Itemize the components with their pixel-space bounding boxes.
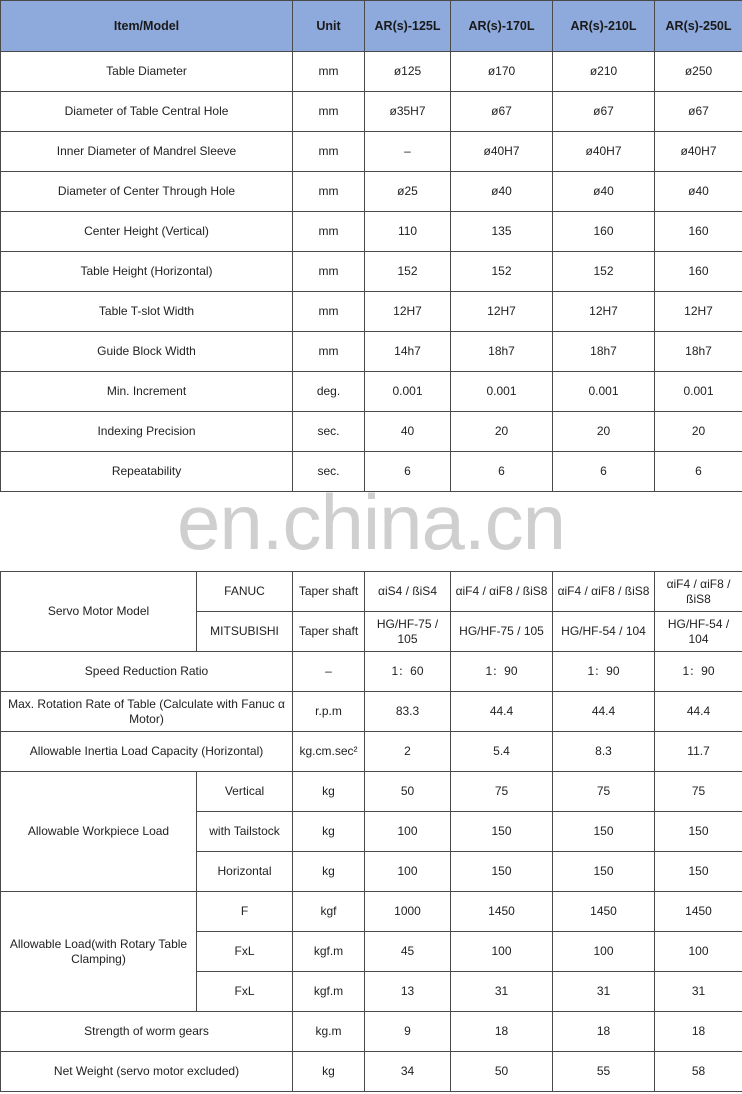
row-label: Table Height (Horizontal) — [1, 252, 293, 292]
row-unit: sec. — [293, 412, 365, 452]
row-unit: mm — [293, 332, 365, 372]
table-row — [1, 132, 742, 172]
row-value: 75 — [451, 772, 553, 812]
row-value: 150 — [553, 852, 655, 892]
row-value: 12H7 — [365, 292, 451, 332]
row-value: 1：60 — [365, 652, 451, 692]
table-row — [1, 52, 742, 92]
row-value: 1450 — [655, 892, 742, 932]
row-value: 150 — [655, 852, 742, 892]
header-unit: Unit — [293, 1, 365, 52]
header-model: AR(s)-125L — [365, 1, 451, 52]
row-value: 14h7 — [365, 332, 451, 372]
row-value: 6 — [655, 452, 742, 492]
row-value: 50 — [451, 1052, 553, 1092]
row-value: 1450 — [553, 892, 655, 932]
row-value: 100 — [451, 932, 553, 972]
table-row — [1, 692, 742, 732]
row-unit: kgf — [293, 892, 365, 932]
row-value: 152 — [451, 252, 553, 292]
row-value: 1：90 — [451, 652, 553, 692]
row-value: 18 — [451, 1012, 553, 1052]
table-row — [1, 372, 742, 412]
row-value: 12H7 — [655, 292, 742, 332]
row-label: Min. Increment — [1, 372, 293, 412]
row-value: 20 — [553, 412, 655, 452]
row-label: Table T-slot Width — [1, 292, 293, 332]
row-label: Diameter of Center Through Hole — [1, 172, 293, 212]
row-value: 1000 — [365, 892, 451, 932]
sub-label: Vertical — [197, 772, 293, 812]
row-unit: – — [293, 652, 365, 692]
row-value: 31 — [451, 972, 553, 1012]
row-value: 9 — [365, 1012, 451, 1052]
sub-label: MITSUBISHI — [197, 612, 293, 652]
row-label: Guide Block Width — [1, 332, 293, 372]
row-value: 11.7 — [655, 732, 742, 772]
row-unit: kg — [293, 1052, 365, 1092]
row-value: ø40H7 — [553, 132, 655, 172]
row-value: 31 — [655, 972, 742, 1012]
header-model: AR(s)-210L — [553, 1, 655, 52]
row-label: Inner Diameter of Mandrel Sleeve — [1, 132, 293, 172]
row-value: 34 — [365, 1052, 451, 1092]
spacer-row — [1, 492, 742, 572]
row-value: 0.001 — [553, 372, 655, 412]
row-unit: kg — [293, 812, 365, 852]
table-row — [1, 572, 742, 612]
row-unit: r.p.m — [293, 692, 365, 732]
row-value: ø35H7 — [365, 92, 451, 132]
row-value: 58 — [655, 1052, 742, 1092]
header-row — [1, 1, 742, 52]
row-unit: mm — [293, 92, 365, 132]
row-value: ø25 — [365, 172, 451, 212]
header-model: AR(s)-250L — [655, 1, 742, 52]
row-value: 150 — [655, 812, 742, 852]
row-value: 1450 — [451, 892, 553, 932]
header-model: AR(s)-170L — [451, 1, 553, 52]
row-value: 5.4 — [451, 732, 553, 772]
table-row — [1, 652, 742, 692]
table-row — [1, 732, 742, 772]
row-value: 44.4 — [553, 692, 655, 732]
row-unit: kg.m — [293, 1012, 365, 1052]
row-value: ø125 — [365, 52, 451, 92]
row-value: 150 — [451, 852, 553, 892]
group-label: Servo Motor Model — [1, 572, 197, 652]
row-label: Diameter of Table Central Hole — [1, 92, 293, 132]
spacer-cell — [1, 492, 742, 572]
row-value: 12H7 — [553, 292, 655, 332]
sub-label: Horizontal — [197, 852, 293, 892]
row-value: 75 — [655, 772, 742, 812]
row-value: 20 — [655, 412, 742, 452]
row-value: ø250 — [655, 52, 742, 92]
table-row — [1, 772, 742, 812]
row-value: 44.4 — [655, 692, 742, 732]
row-value: HG/HF-75 / 105 — [451, 612, 553, 652]
row-value: 44.4 — [451, 692, 553, 732]
table-row — [1, 1012, 742, 1052]
table-row — [1, 252, 742, 292]
table-row — [1, 92, 742, 132]
table-row — [1, 1052, 742, 1092]
row-label: Max. Rotation Rate of Table (Calculate with Fanuc α Motor) — [1, 692, 293, 732]
row-unit: kgf.m — [293, 932, 365, 972]
row-label: Allowable Inertia Load Capacity (Horizontal) — [1, 732, 293, 772]
row-value: 12H7 — [451, 292, 553, 332]
row-label: Repeatability — [1, 452, 293, 492]
row-value: 8.3 — [553, 732, 655, 772]
row-value: αiF4 / αiF8 / ßiS8 — [655, 572, 742, 612]
sub-label: with Tailstock — [197, 812, 293, 852]
header-item: Item/Model — [1, 1, 293, 52]
row-label: Net Weight (servo motor excluded) — [1, 1052, 293, 1092]
row-value: ø40 — [553, 172, 655, 212]
sub-label: FxL — [197, 972, 293, 1012]
row-unit: mm — [293, 292, 365, 332]
sub-label: F — [197, 892, 293, 932]
row-value: 45 — [365, 932, 451, 972]
row-value: 75 — [553, 772, 655, 812]
row-value: ø210 — [553, 52, 655, 92]
row-value: 2 — [365, 732, 451, 772]
row-label: Table Diameter — [1, 52, 293, 92]
row-value: HG/HF-54 / 104 — [655, 612, 742, 652]
row-unit: mm — [293, 52, 365, 92]
row-value: HG/HF-54 / 104 — [553, 612, 655, 652]
table-row — [1, 172, 742, 212]
table-row — [1, 212, 742, 252]
row-value: 152 — [553, 252, 655, 292]
row-unit: mm — [293, 172, 365, 212]
row-unit: deg. — [293, 372, 365, 412]
row-value: – — [365, 132, 451, 172]
row-value: 20 — [451, 412, 553, 452]
row-unit: kg — [293, 852, 365, 892]
row-value: 18 — [553, 1012, 655, 1052]
row-value: HG/HF-75 / 105 — [365, 612, 451, 652]
row-value: ø67 — [655, 92, 742, 132]
row-unit: sec. — [293, 452, 365, 492]
row-value: 83.3 — [365, 692, 451, 732]
watermark-text: en.china.cn — [177, 478, 565, 566]
row-value: 6 — [553, 452, 655, 492]
row-label: Speed Reduction Ratio — [1, 652, 293, 692]
row-value: 50 — [365, 772, 451, 812]
row-value: 31 — [553, 972, 655, 1012]
row-value: ø40 — [451, 172, 553, 212]
row-value: 150 — [451, 812, 553, 852]
row-value: 100 — [365, 812, 451, 852]
row-unit: mm — [293, 252, 365, 292]
row-unit: kg — [293, 772, 365, 812]
row-value: 100 — [365, 852, 451, 892]
row-unit: kgf.m — [293, 972, 365, 1012]
row-value: 1：90 — [655, 652, 742, 692]
row-value: ø40 — [655, 172, 742, 212]
row-value: 40 — [365, 412, 451, 452]
row-label: Indexing Precision — [1, 412, 293, 452]
row-value: 13 — [365, 972, 451, 1012]
row-value: 160 — [655, 252, 742, 292]
row-value: 110 — [365, 212, 451, 252]
row-value: 18h7 — [451, 332, 553, 372]
row-value: αiF4 / αiF8 / ßiS8 — [451, 572, 553, 612]
row-value: 55 — [553, 1052, 655, 1092]
row-unit: mm — [293, 132, 365, 172]
row-value: αiS4 / ßiS4 — [365, 572, 451, 612]
row-value: 18h7 — [655, 332, 742, 372]
group-label: Allowable Load(with Rotary Table Clamping) — [1, 892, 197, 1012]
row-value: 0.001 — [655, 372, 742, 412]
row-value: 160 — [553, 212, 655, 252]
table-row — [1, 412, 742, 452]
row-value: 6 — [451, 452, 553, 492]
row-value: 0.001 — [451, 372, 553, 412]
row-unit: kg.cm.sec² — [293, 732, 365, 772]
row-value: 135 — [451, 212, 553, 252]
group-label: Allowable Workpiece Load — [1, 772, 197, 892]
row-value: 100 — [655, 932, 742, 972]
row-value: 1：90 — [553, 652, 655, 692]
row-value: 150 — [553, 812, 655, 852]
row-unit: mm — [293, 212, 365, 252]
table-row — [1, 332, 742, 372]
row-value: 0.001 — [365, 372, 451, 412]
row-value: ø67 — [451, 92, 553, 132]
row-value: 18h7 — [553, 332, 655, 372]
row-value: 100 — [553, 932, 655, 972]
row-value: ø40H7 — [451, 132, 553, 172]
table-row — [1, 292, 742, 332]
sub-label: FxL — [197, 932, 293, 972]
row-label: Center Height (Vertical) — [1, 212, 293, 252]
row-label: Strength of worm gears — [1, 1012, 293, 1052]
table-row — [1, 452, 742, 492]
row-value: ø40H7 — [655, 132, 742, 172]
row-value: 152 — [365, 252, 451, 292]
row-value: ø67 — [553, 92, 655, 132]
row-value: 160 — [655, 212, 742, 252]
row-value: ø170 — [451, 52, 553, 92]
sub-label: FANUC — [197, 572, 293, 612]
table-row — [1, 892, 742, 932]
row-unit: Taper shaft — [293, 572, 365, 612]
row-value: 18 — [655, 1012, 742, 1052]
row-value: αiF4 / αiF8 / ßiS8 — [553, 572, 655, 612]
row-value: 6 — [365, 452, 451, 492]
row-unit: Taper shaft — [293, 612, 365, 652]
